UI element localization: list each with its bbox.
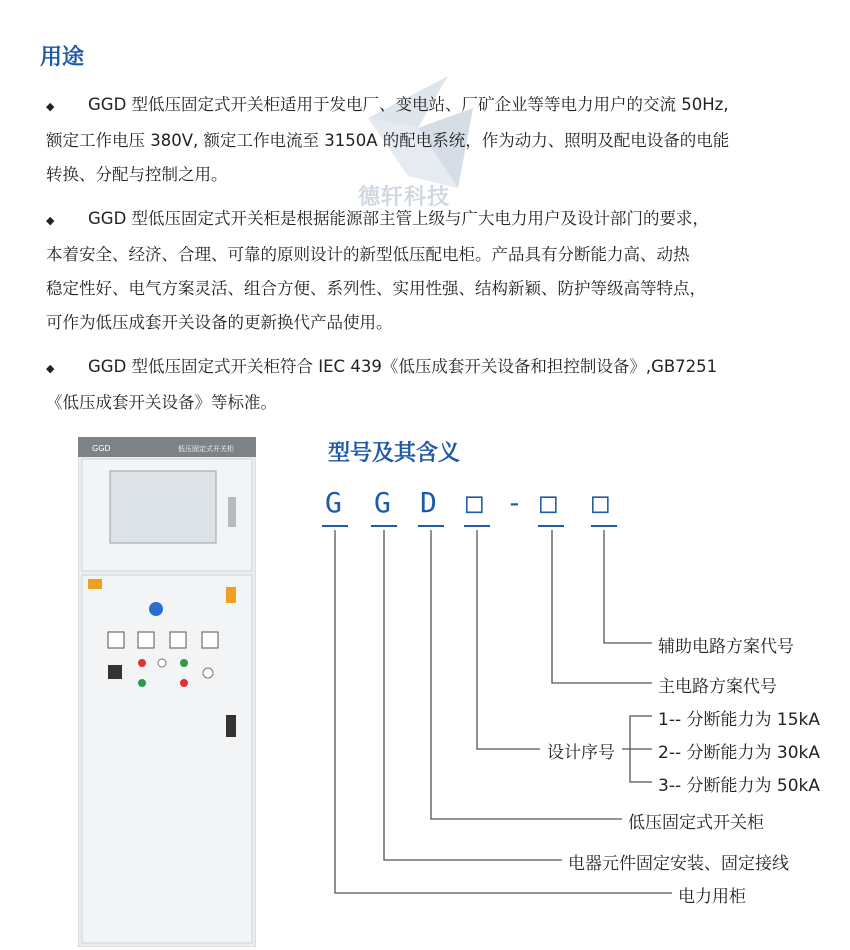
cabinet-header-left: GGD bbox=[92, 444, 111, 453]
underline-g2 bbox=[371, 525, 397, 527]
code-char-box3: □ bbox=[592, 486, 609, 519]
code-char-g2: G bbox=[374, 486, 391, 519]
label-main-circuit: 主电路方案代号 bbox=[658, 677, 777, 697]
bullet-icon: ◆ bbox=[46, 214, 55, 227]
code-char-box1: □ bbox=[466, 486, 483, 519]
code-char-box2: □ bbox=[540, 486, 557, 519]
label-option-2: 2-- 分断能力为 30kA bbox=[658, 743, 820, 763]
code-char-d: D bbox=[420, 486, 437, 519]
bullet-icon: ◆ bbox=[46, 100, 55, 113]
label-fixed-install: 电器元件固定安装、固定接线 bbox=[568, 854, 789, 874]
code-char-g1: G bbox=[325, 486, 342, 519]
underline-box1 bbox=[464, 525, 490, 527]
switchgear-cabinet-image bbox=[78, 437, 256, 947]
paragraph-1: ◆ GGD 型低压固定式开关柜适用于发电厂、变电站、厂矿企业等等电力用户的交流 50Hz, 额定工作电压 380V, 额定工作电流至 3150A 的配电系统，作为动力、照明及配电设备的电能 转换、分配与控制之用。 bbox=[46, 88, 816, 192]
underline-d bbox=[418, 525, 444, 527]
underline-box2 bbox=[538, 525, 564, 527]
label-option-1: 1-- 分断能力为 15kA bbox=[658, 710, 820, 730]
connector-main bbox=[552, 530, 652, 683]
underline-box3 bbox=[591, 525, 617, 527]
watermark-text: 德轩科技 bbox=[358, 185, 451, 210]
label-power-cabinet: 电力用柜 bbox=[678, 887, 746, 907]
paragraph-3: ◆ GGD 型低压固定式开关柜符合 IEC 439《低压成套开关设备和担控制设备》,GB7251 《低压成套开关设备》等标准。 bbox=[46, 350, 816, 420]
label-design-serial: 设计序号 bbox=[547, 743, 615, 763]
cabinet-header-right: 低压固定式开关柜 bbox=[178, 445, 234, 453]
underline-g1 bbox=[322, 525, 348, 527]
connector-options bbox=[630, 716, 652, 782]
label-fixed-switchgear: 低压固定式开关柜 bbox=[628, 813, 764, 833]
connector-design bbox=[477, 530, 540, 749]
code-char-dash: - bbox=[506, 486, 523, 519]
model-title: 型号及其含义 bbox=[328, 441, 461, 466]
section-title: 用途 bbox=[40, 45, 85, 70]
bullet-icon: ◆ bbox=[46, 362, 55, 375]
connector-fixed bbox=[431, 530, 622, 819]
paragraph-2: ◆ GGD 型低压固定式开关柜是根据能源部主管上级与广大电力用户及设计部门的要求， 本着安全、经济、合理、可靠的原则设计的新型低压配电柜。产品具有分断能力高、动热 稳定性好、电气方案灵活、组合方便、系列性、实用性强、结构新颖、防护等级高等特点， 可作为低压成套开关设备的更新换代产品使用。 bbox=[46, 202, 816, 340]
label-aux-circuit: 辅助电路方案代号 bbox=[658, 637, 794, 657]
connector-install bbox=[384, 530, 562, 860]
connector-aux bbox=[604, 530, 652, 643]
label-option-3: 3-- 分断能力为 50kA bbox=[658, 776, 820, 796]
connector-power bbox=[335, 530, 672, 893]
